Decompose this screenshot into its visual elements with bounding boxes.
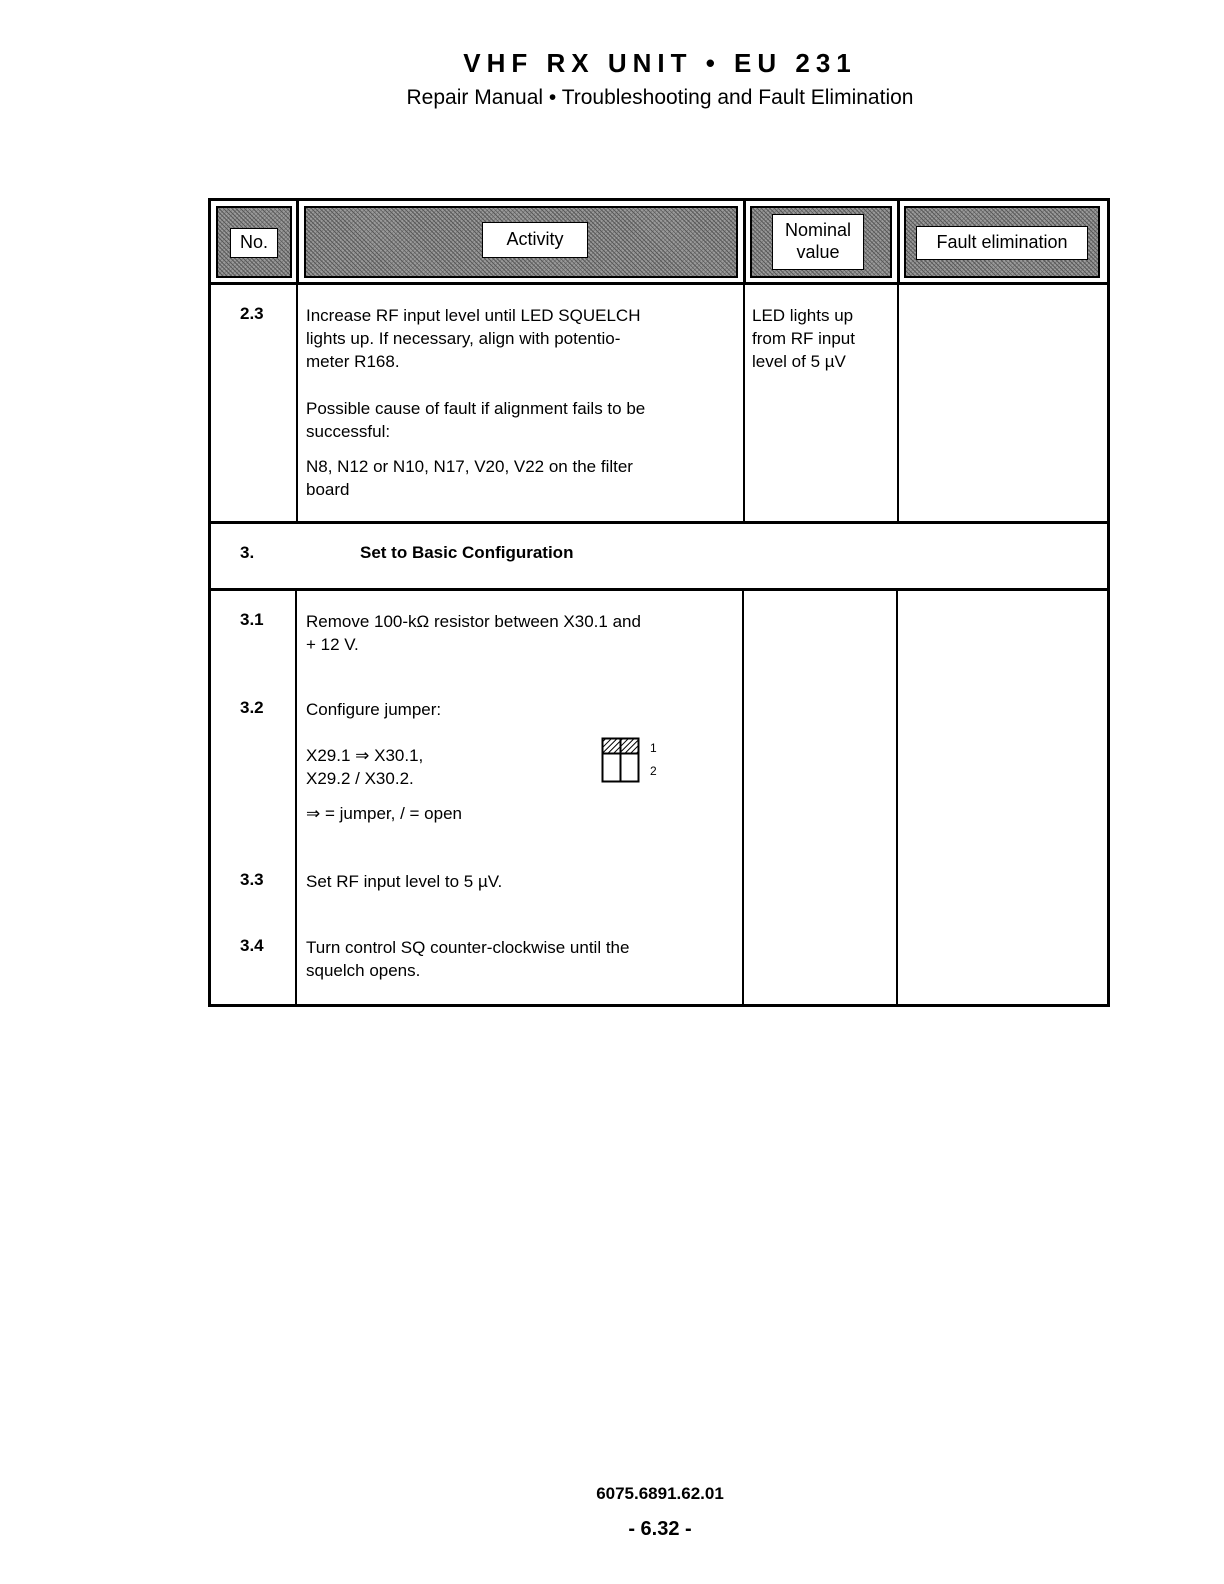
row-3-1-activity: [306, 610, 736, 656]
row-2-3-line: meter R168.: [306, 352, 400, 371]
document-code: 6075.6891.62.01: [596, 1484, 724, 1503]
row-2-3-nominal: [752, 304, 892, 373]
row-2-3-line: Possible cause of fault if alignment fails to be: [306, 399, 646, 418]
table-border-bottom: [208, 1004, 1110, 1007]
col-sep-3-lower: [896, 588, 898, 1007]
row-2-3-line: N8, N12 or N10, N17, V20, V22 on the filter: [306, 457, 633, 476]
table-border-top: [208, 198, 1110, 201]
row-3-1-line: + 12 V.: [306, 635, 359, 654]
row-3-2-legend: ⇒ = jumper, / = open: [306, 804, 463, 823]
jumper-diagram: [601, 737, 643, 785]
page-number: - 6.32 -: [628, 1518, 692, 1540]
nominal-line: level of 5 µV: [752, 352, 846, 371]
rule-row-2-3-bottom: [208, 521, 1110, 524]
section-title-3: Set to Basic Configuration: [360, 543, 574, 562]
column-header-nominal: [772, 214, 864, 270]
row-3-3-activity: Set RF input level to 5 µV.: [306, 872, 503, 891]
col-sep-3-upper: [897, 282, 899, 524]
table-border-left: [208, 198, 211, 1007]
row-2-3-activity: [306, 304, 736, 501]
row-2-3-line: Increase RF input level until LED SQUELCH: [306, 306, 641, 325]
jumper-label-1: 1: [650, 741, 657, 755]
row-3-2-jumper-list: [306, 744, 586, 790]
row-number-3-4: 3.4: [240, 936, 264, 955]
row-2-3-line: board: [306, 480, 350, 499]
rule-header-bottom: [208, 282, 1110, 285]
row-number-3-3: 3.3: [240, 870, 264, 889]
column-header-activity: Activity: [482, 222, 588, 258]
row-3-1-line: Remove 100-kΩ resistor between X30.1 and: [306, 612, 641, 631]
jumper-label-2: 2: [650, 764, 657, 778]
col-sep-2-lower: [742, 588, 744, 1007]
col-sep-3-header: [897, 198, 900, 285]
row-number-3-1: 3.1: [240, 610, 264, 629]
table-border-right: [1107, 198, 1110, 1007]
nominal-line: from RF input: [752, 329, 855, 348]
row-3-4-activity: [306, 936, 736, 982]
jumper-x29-2: [603, 754, 621, 782]
row-3-2-line: X29.2 / X30.2.: [306, 769, 414, 788]
col-sep-1-upper: [296, 282, 298, 524]
section-number-3: 3.: [240, 543, 255, 562]
rule-section-3-bottom: [208, 588, 1110, 591]
page-title: VHF RX UNIT • EU 231: [463, 48, 857, 78]
row-number-3-2: 3.2: [240, 698, 264, 717]
jumper-x30-2: [621, 754, 639, 782]
column-header-no: No.: [230, 228, 278, 258]
row-2-3-line: lights up. If necessary, align with potentio-: [306, 329, 621, 348]
column-header-nominal-line1: Nominal: [784, 220, 852, 241]
nominal-line: LED lights up: [752, 306, 854, 325]
row-3-4-line: Turn control SQ counter-clockwise until the: [306, 938, 630, 957]
row-3-4-line: squelch opens.: [306, 961, 421, 980]
col-sep-2-header: [743, 198, 746, 285]
column-header-nominal-line2: value: [796, 242, 840, 262]
col-sep-1-lower: [295, 588, 297, 1007]
col-sep-1-header: [296, 198, 299, 285]
row-2-3-line: successful:: [306, 422, 391, 441]
row-number-2-3: 2.3: [240, 304, 264, 323]
row-3-2-line: Configure jumper:: [306, 700, 442, 719]
row-3-2-line: X29.1 ⇒ X30.1,: [306, 746, 424, 765]
col-sep-2-upper: [743, 282, 745, 524]
page-subtitle: Repair Manual • Troubleshooting and Fault Elimination: [406, 86, 914, 109]
jumper-x30-1: [621, 739, 639, 754]
column-header-fault: Fault elimination: [916, 226, 1088, 260]
jumper-x29-1: [603, 739, 621, 754]
